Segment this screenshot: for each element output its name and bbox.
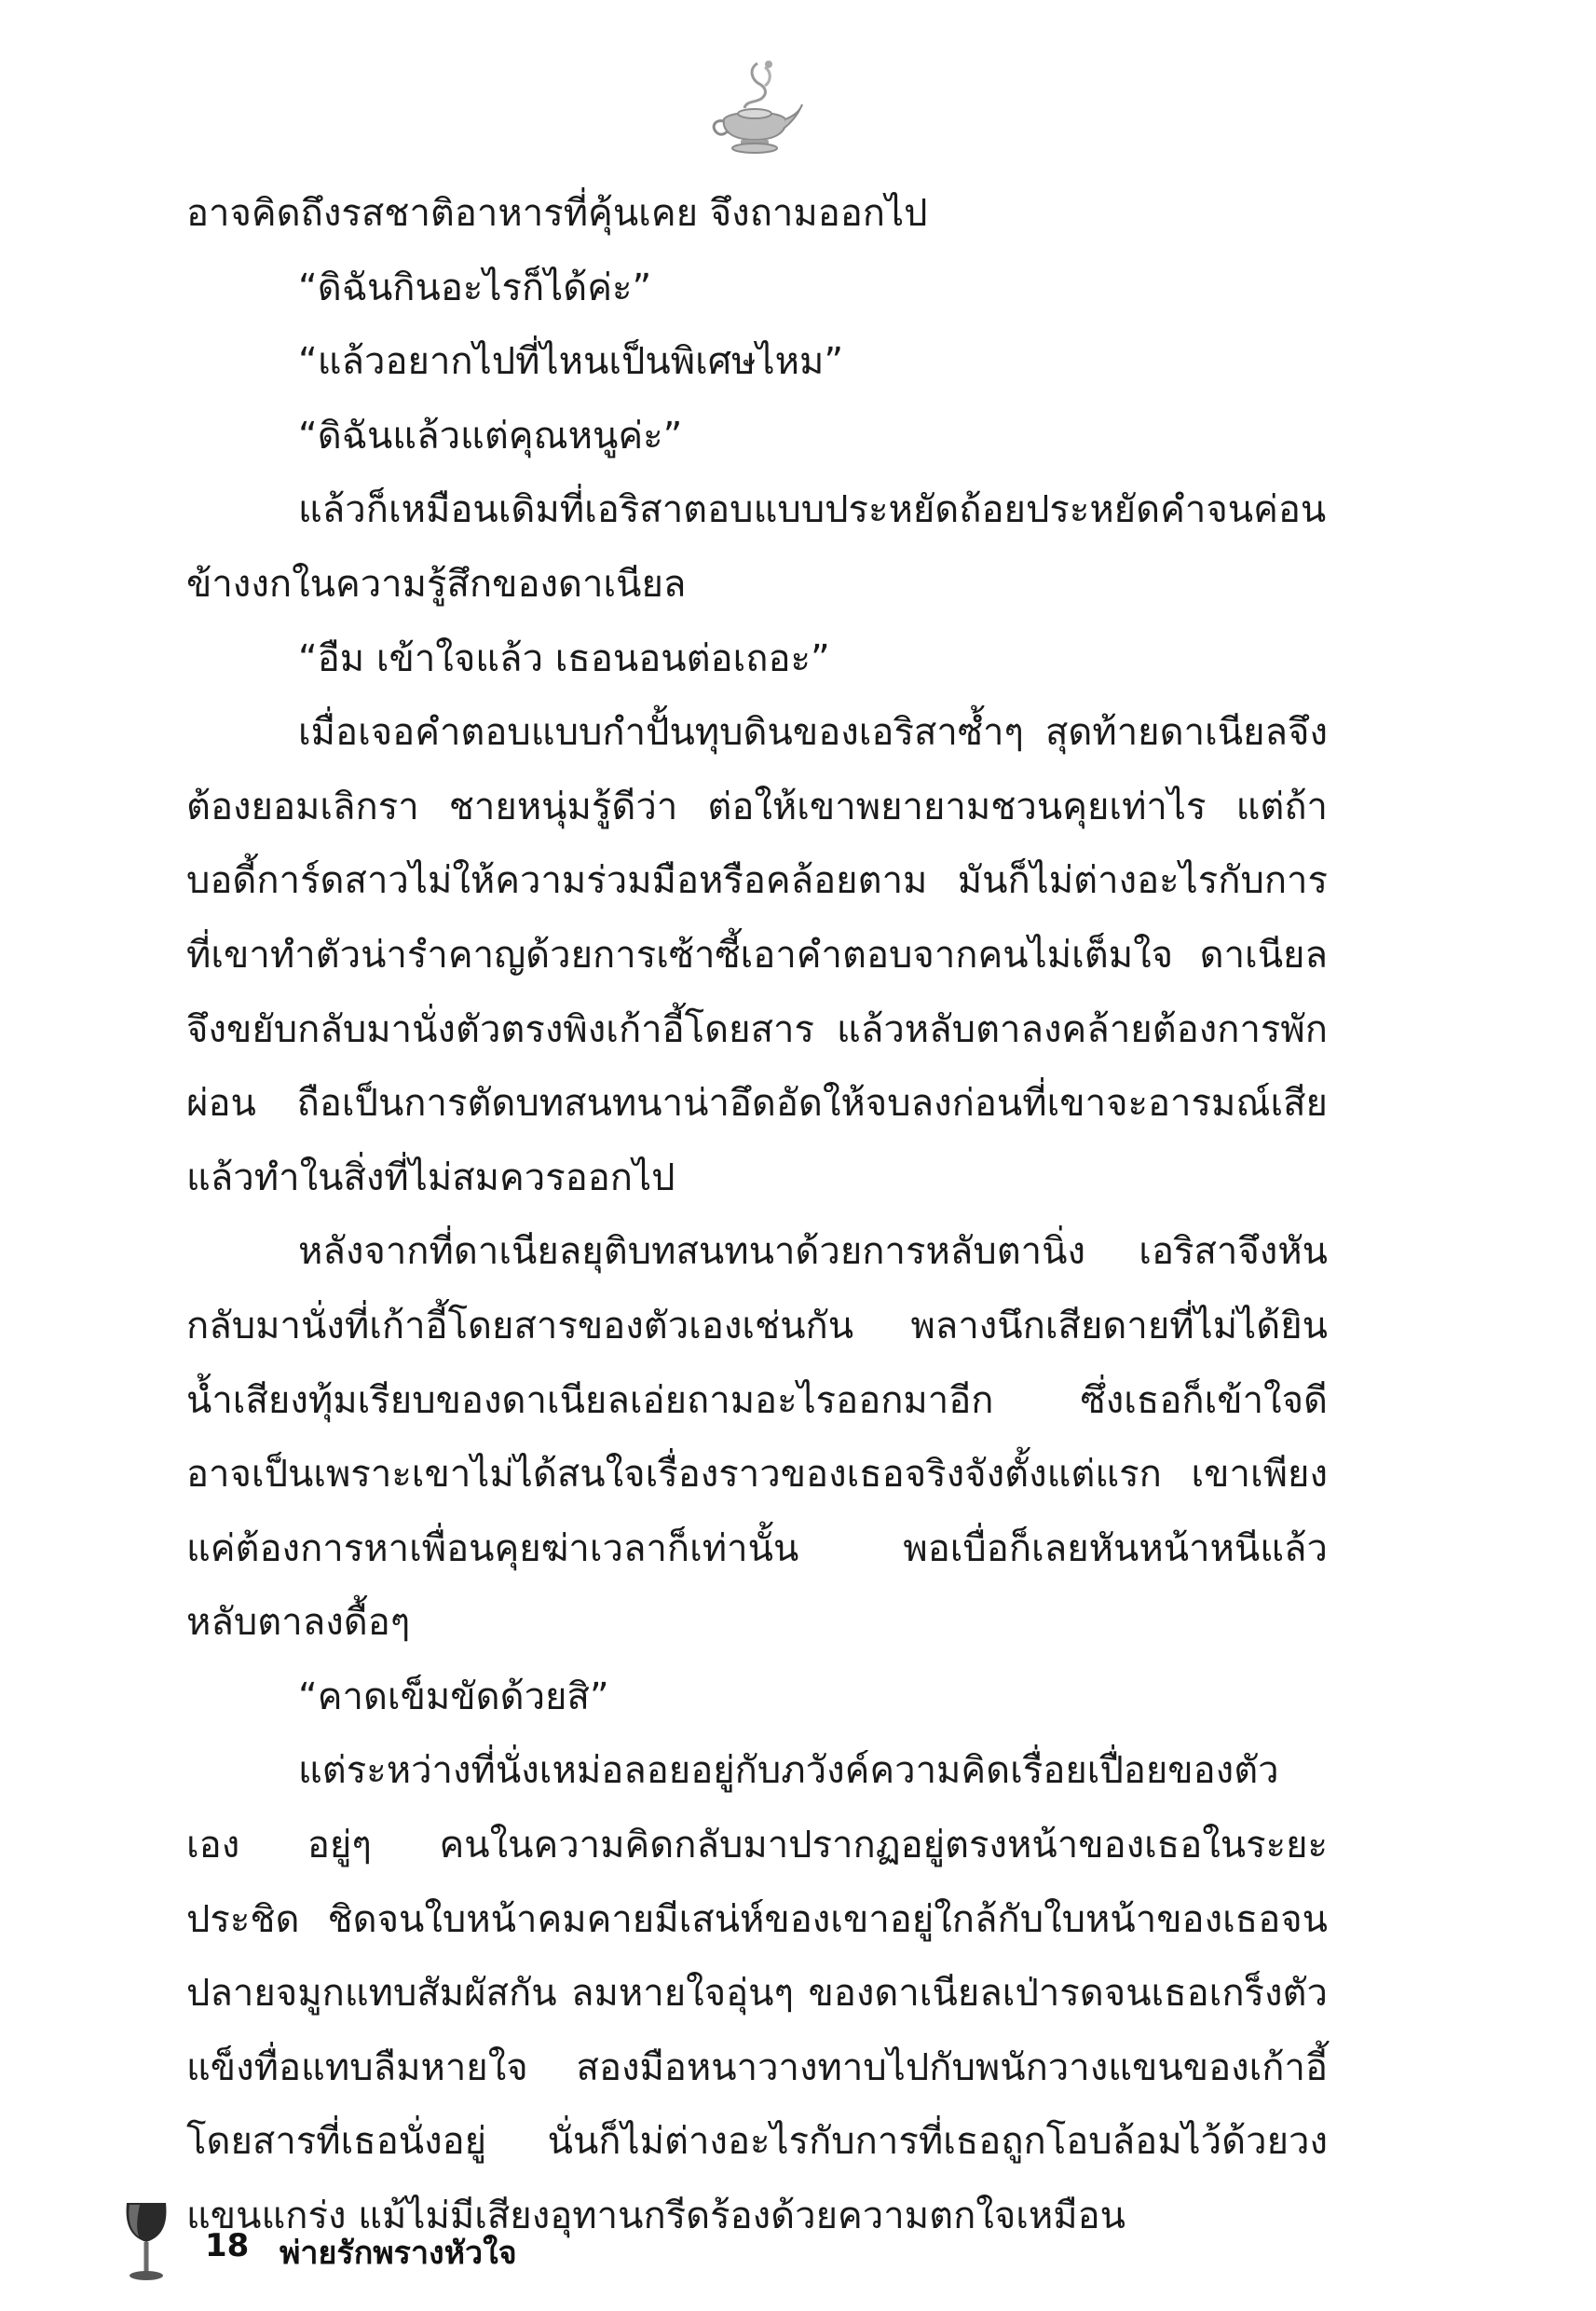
paragraph: หลังจากที่ดาเนียลยุติบทสนทนาด้วยการหลับตานิ่ง เอริสาจึงหันกลับมานั่งที่เก้าอี้โดยสารของตัวเองเช่นกัน พลางนึกเสียดายที่ไม่ได้ยินน้ำเสียงทุ้มเรียบของดาเนียลเอ่ยถามอะไรออกมาอีก ซึ่งเธอก็เข้าใจดี อาจเป็นเพราะเขาไม่ได้สนใจเรื่องราวของเธอจริงจังตั้งแต่แรก เขาเพียงแค่ต้องการหาเพื่อนคุยฆ่าเวลาก็เท่านั้น พอเบื่อก็เลยหันหน้าหนีแล้วหลับตาลงดื้อๆ bbox=[186, 1230, 1328, 1645]
paragraph: “ดิฉันแล้วแต่คุณหนูค่ะ” bbox=[298, 414, 683, 458]
body-text bbox=[186, 177, 1328, 2254]
paragraph: เมื่อเจอคำตอบแบบกำปั้นทุบดินของเอริสาซ้ำๆ สุดท้ายดาเนียลจึงต้องยอมเลิกรา ชายหนุ่มรู้ดีว่า ต่อให้เขาพยายามชวนคุยเท่าไร แต่ถ้าบอดี้การ์ดสาวไม่ให้ความร่วมมือหรือคล้อยตาม มันก็ไม่ต่างอะไรกับการที่เขาทำตัวน่ารำคาญด้วยการเซ้าซี้เอาคำตอบจากคนไม่เต็มใจ ดาเนียลจึงขยับกลับมานั่งตัวตรงพิงเก้าอี้โดยสาร แล้วหลับตาลงคล้ายต้องการพักผ่อน ถือเป็นการตัดบทสนทนาน่าอึดอัดให้จบลงก่อนที่เขาจะอารมณ์เสียแล้วทำในสิ่งที่ไม่สมควรออกไป bbox=[186, 711, 1328, 1199]
paragraph: “แล้วอยากไปที่ไหนเป็นพิเศษไหม” bbox=[298, 340, 844, 384]
paragraph: แล้วก็เหมือนเดิมที่เอริสาตอบแบบประหยัดถ้อยประหยัดคำจนค่อนข้างงกในความรู้สึกของดาเนียล bbox=[186, 488, 1327, 606]
paragraph: แต่ระหว่างที่นั่งเหม่อลอยอยู่กับภวังค์ความคิดเรื่อยเปื่อยของตัวเอง อยู่ๆ คนในความคิดกลับมาปรากฏอยู่ตรงหน้าของเธอในระยะประชิด ชิดจนใบหน้าคมคายมีเสน่ห์ของเขาอยู่ใกล้กับใบหน้าของเธอจนปลายจมูกแทบสัมผัสกัน ลมหายใจอุ่นๆ ของดาเนียลเป่ารดจนเธอเกร็งตัวแข็งทื่อแทบลืมหายใจ สองมือหนาวางทาบไปกับพนักวางแขนของเก้าอี้โดยสารที่เธอนั่งอยู่ นั่นก็ไม่ต่างอะไรกับการที่เธอถูกโอบล้อมไว้ด้วยวงแขนแกร่ง แม้ไม่มีเสียงอุทานกรีดร้องด้วยความตกใจเหมือน bbox=[186, 1749, 1328, 2238]
book-title: พ่ายรักพรางหัวใจ bbox=[280, 2235, 517, 2272]
genie-lamp-icon bbox=[703, 56, 806, 158]
paragraph: “ดิฉันกินอะไรก็ได้ค่ะ” bbox=[298, 266, 652, 309]
page-footer bbox=[121, 2199, 773, 2283]
paragraph: “คาดเข็มขัดด้วยสิ” bbox=[298, 1675, 609, 1718]
paragraph: อาจคิดถึงรสชาติอาหารที่คุ้นเคย จึงถามออกไป bbox=[186, 192, 928, 235]
wine-glass-icon bbox=[121, 2199, 171, 2283]
paragraph: “อืม เข้าใจแล้ว เธอนอนต่อเถอะ” bbox=[298, 636, 830, 680]
page-number: 18 bbox=[205, 2227, 250, 2264]
